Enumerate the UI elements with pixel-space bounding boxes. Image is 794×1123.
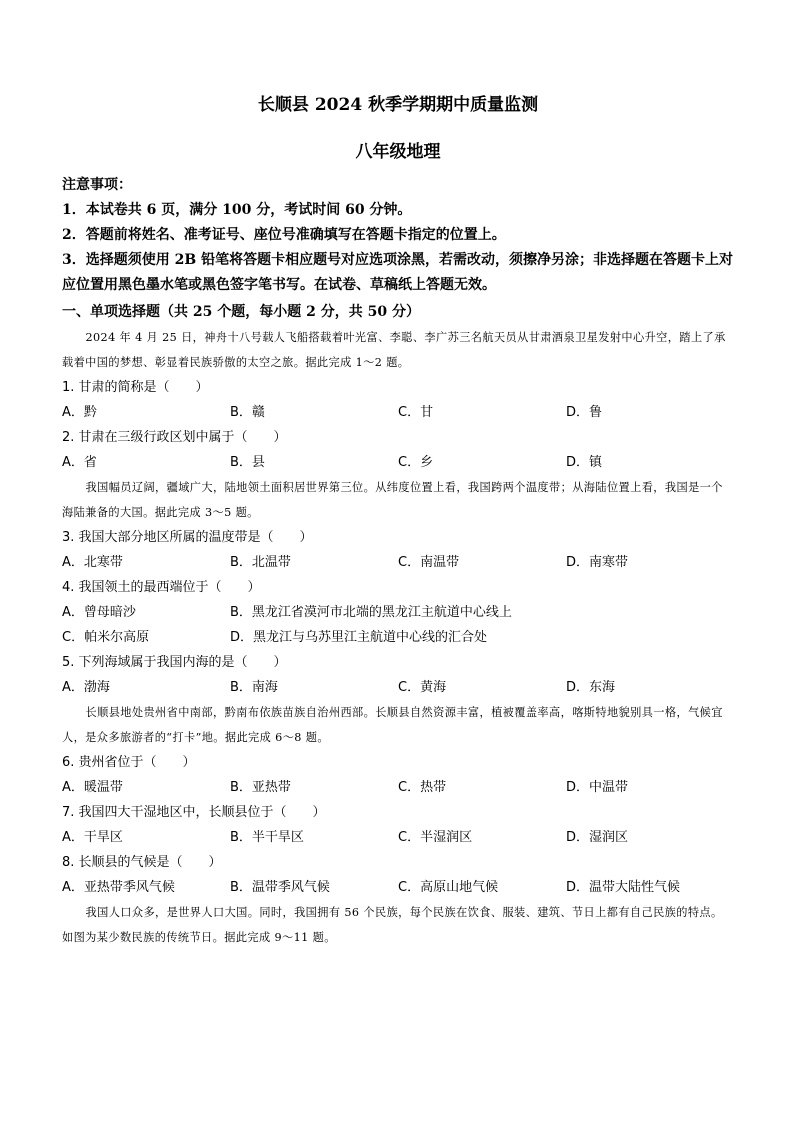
question-stem: 5. 下列海域属于我国内海的是（ ） <box>62 655 287 670</box>
question-stem: 1. 甘肃的简称是（ ） <box>62 380 209 395</box>
question-stem: 6. 贵州省位于（ ） <box>62 755 196 770</box>
question-3 <box>62 525 734 575</box>
option-row <box>62 600 734 625</box>
option-a: A．亚热带季风气候 <box>62 880 175 895</box>
question-stem: 8. 长顺县的气候是（ ） <box>62 855 222 870</box>
exam-subtitle: 八年级地理 <box>355 142 441 162</box>
question-1 <box>62 375 734 425</box>
option-b: B．黑龙江省漠河市北端的黑龙江主航道中心线上 <box>230 605 512 620</box>
notice-item: 3．选择题须使用 2B 铅笔将答题卡相应题号对应选项涂黑，若需改动，须擦净另涂；非选择题在答题卡上对应位置用黑色墨水笔或黑色签字笔书写。在试卷、草稿纸上答题无效。 <box>62 252 734 293</box>
option-b: B．半干旱区 <box>230 830 304 845</box>
option-row <box>62 875 734 900</box>
question-8 <box>62 850 734 900</box>
reading-passage: 我国人口众多，是世界人口大国。同时，我国拥有 56 个民族，每个民族在饮食、服装、建筑、节日上都有自己民族的特点。如图为某少数民族的传统节日。据此完成 9～11 题。 <box>62 906 723 944</box>
section-heading: 一、单项选择题（共 25 个题，每小题 2 分，共 50 分） <box>62 304 420 320</box>
option-d: D．温带大陆性气候 <box>566 880 681 895</box>
option-b: B．北温带 <box>230 555 291 570</box>
option-c: C．甘 <box>398 405 434 420</box>
option-row <box>62 450 734 475</box>
reading-passage: 长顺县地处贵州省中南部，黔南布依族苗族自治州西部。长顺县自然资源丰富，植被覆盖率高，喀斯特地貌别具一格，气候宜人，是众多旅游者的“打卡”地。据此完成 6～8 题。 <box>62 706 723 744</box>
option-row <box>62 625 734 650</box>
option-d: D．镇 <box>566 455 603 470</box>
option-d: D．东海 <box>566 680 616 695</box>
notice-item: 2．答题前将姓名、准考证号、座位号准确填写在答题卡指定的位置上。 <box>62 227 506 243</box>
option-d: D．黑龙江与乌苏里江主航道中心线的汇合处 <box>230 630 488 645</box>
option-c: C．南温带 <box>398 555 460 570</box>
option-a: A．曾母暗沙 <box>62 605 136 620</box>
option-a: A．黔 <box>62 405 97 420</box>
option-a: A．北寒带 <box>62 555 123 570</box>
option-b: B．赣 <box>230 405 265 420</box>
reading-passage: 我国幅员辽阔，疆域广大，陆地领土面积居世界第三位。从纬度位置上看，我国跨两个温度带；从海陆位置上看，我国是一个海陆兼备的大国。据此完成 3～5 题。 <box>62 481 723 519</box>
question-5 <box>62 650 734 700</box>
option-c: C．半湿润区 <box>398 830 473 845</box>
option-d: D．中温带 <box>566 780 629 795</box>
option-row <box>62 675 734 700</box>
question-stem: 3. 我国大部分地区所属的温度带是（ ） <box>62 530 313 545</box>
option-c: C．高原山地气候 <box>398 880 499 895</box>
option-a: A．干旱区 <box>62 830 123 845</box>
question-stem: 7. 我国四大干湿地区中，长顺县位于（ ） <box>62 805 326 820</box>
question-stem: 4. 我国领土的最西端位于（ ） <box>62 580 261 595</box>
option-a: A．暖温带 <box>62 780 123 795</box>
option-b: B．温带季风气候 <box>230 880 330 895</box>
question-6 <box>62 750 734 800</box>
notice-block <box>62 173 734 298</box>
option-c: C．乡 <box>398 455 434 470</box>
option-a: A．省 <box>62 455 97 470</box>
option-b: B．南海 <box>230 680 278 695</box>
question-7 <box>62 800 734 850</box>
notice-heading: 注意事项： <box>62 177 132 193</box>
question-4 <box>62 575 734 650</box>
option-c: C．热带 <box>398 780 447 795</box>
reading-passage: 2024 年 4 月 25 日，神舟十八号载人飞船搭载着叶光富、李聪、李广苏三名航天员从甘肃酒泉卫星发射中心升空，踏上了承载着中国的梦想、彰显着民族骄傲的太空之旅。据此完成 1～2 题。 <box>62 331 726 369</box>
option-c: C．黄海 <box>398 680 447 695</box>
option-row <box>62 775 734 800</box>
question-2 <box>62 425 734 475</box>
option-row <box>62 400 734 425</box>
option-d: D．南寒带 <box>566 555 629 570</box>
exam-title: 长顺县 2024 秋季学期期中质量监测 <box>257 95 539 115</box>
question-stem: 2. 甘肃在三级行政区划中属于（ ） <box>62 430 287 445</box>
option-row <box>62 825 734 850</box>
option-b: B．县 <box>230 455 265 470</box>
notice-item: 1．本试卷共 6 页，满分 100 分，考试时间 60 分钟。 <box>62 202 412 218</box>
option-row <box>62 550 734 575</box>
option-d: D．鲁 <box>566 405 603 420</box>
option-d: D．湿润区 <box>566 830 629 845</box>
option-b: B．亚热带 <box>230 780 291 795</box>
option-c: C．帕米尔高原 <box>62 630 150 645</box>
exam-page <box>62 92 734 950</box>
option-a: A．渤海 <box>62 680 110 695</box>
